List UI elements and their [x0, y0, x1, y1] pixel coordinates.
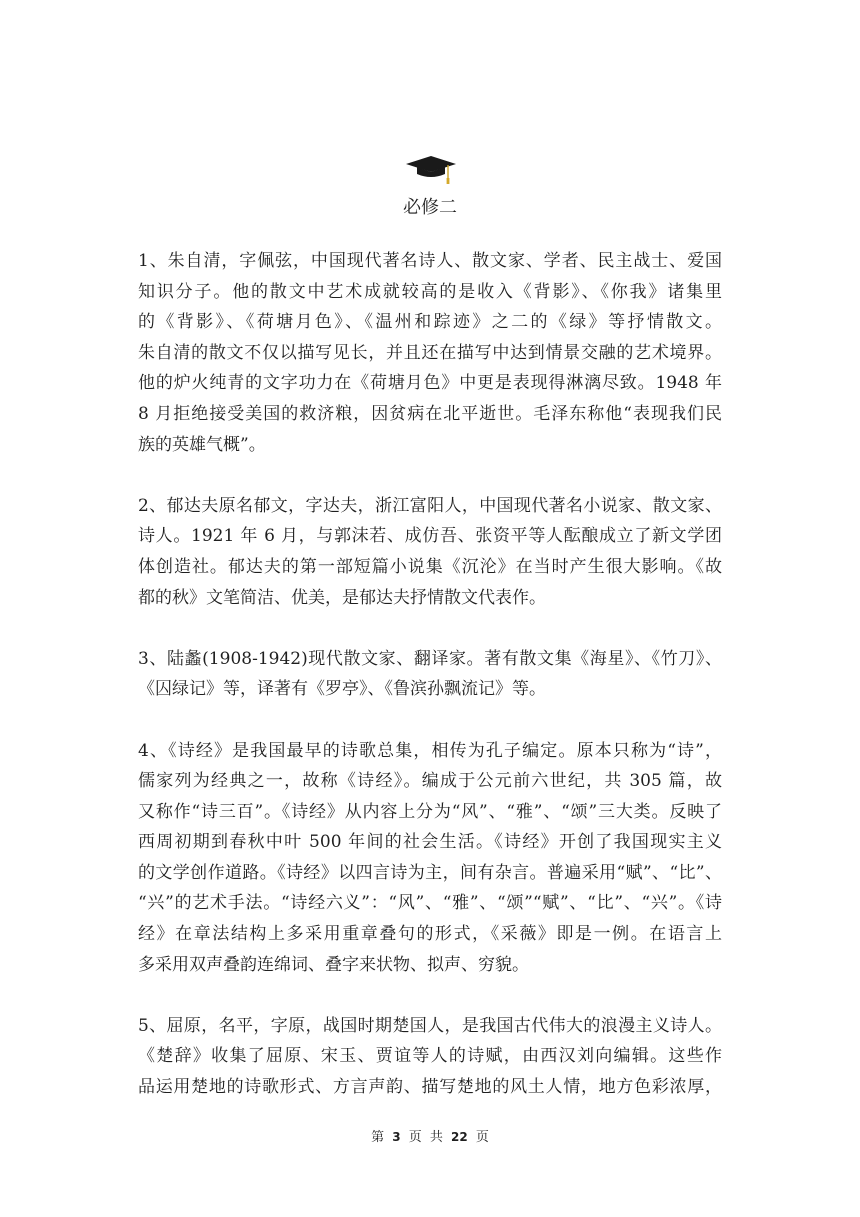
text-line: 的文学创作道路。《诗经》以四言诗为主，间有杂言。普遍采用“赋”、“比”、 [138, 862, 722, 883]
footer-prefix: 第 [371, 1130, 385, 1145]
text-line: 8 月拒绝接受美国的救济粮，因贫病在北平逝世。毛泽东称他“表现我们民 [138, 403, 722, 424]
text-line: 5、屈原，名平，字原，战国时期楚国人，是我国古代伟大的浪漫主义诗人。 [138, 1015, 722, 1036]
text-line: 西周初期到春秋中叶 500 年间的社会生活。《诗经》开创了我国现实主义 [138, 832, 722, 853]
text-line: 2、郁达夫原名郁文，字达夫，浙江富阳人，中国现代著名小说家、散文家、 [138, 495, 722, 516]
text-line: 的《背影》、《荷塘月色》、《温州和踪迹》之二的《绿》等抒情散文。 [138, 312, 722, 333]
paragraph-zhu-ziqing [138, 246, 722, 460]
paragraph-shijing [138, 736, 722, 981]
text-line: 朱自清的散文不仅以描写见长，并且还在描写中达到情景交融的艺术境界。 [138, 342, 722, 363]
paragraph-qu-yuan [138, 1011, 722, 1103]
total-page-count: 22 [451, 1130, 468, 1144]
footer-suffix: 页 [475, 1130, 489, 1145]
page-title: 必修二 [403, 197, 457, 218]
document-body [138, 246, 722, 1103]
text-line: 多采用双声叠韵连绵词、叠字来状物、拟声、穷貌。 [138, 954, 529, 975]
graduation-cap-icon [405, 155, 457, 187]
paragraph-lu-li [138, 644, 722, 705]
text-line: 族的英雄气概”。 [138, 434, 266, 455]
text-line: 知识分子。他的散文中艺术成就较高的是收入《背影》、《你我》诸集里 [138, 281, 722, 302]
paragraph-yu-dafu [138, 491, 722, 613]
text-line: 《楚辞》收集了屈原、宋玉、贾谊等人的诗赋，由西汉刘向编辑。这些作 [138, 1046, 722, 1067]
text-line: 3、陆蠡(1908-1942)现代散文家、翻译家。著有散文集《海星》、《竹刀》、 [138, 648, 722, 669]
text-line: 又称作“诗三百”。《诗经》从内容上分为“风”、“雅”、“颂”三大类。反映了 [138, 801, 722, 822]
text-line: 经》在章法结构上多采用重章叠句的形式，《采薇》即是一例。在语言上 [138, 924, 722, 945]
text-line: 《囚绿记》等，译著有《罗亭》、《鲁滨孙飘流记》等。 [138, 679, 546, 700]
current-page-number: 3 [392, 1130, 401, 1144]
footer-middle: 页 共 [408, 1130, 443, 1145]
text-line: 诗人。1921 年 6 月，与郭沫若、成仿吾、张资平等人酝酿成立了新文学团 [138, 526, 722, 547]
text-line: “兴”的艺术手法。“诗经六义”：“风”、“雅”、“颂”“赋”、“比”、“兴”。《诗 [138, 893, 722, 914]
page-footer [0, 1128, 860, 1147]
text-line: 儒家列为经典之一，故称《诗经》。编成于公元前六世纪，共 305 篇，故 [138, 771, 722, 792]
text-line: 1、朱自清，字佩弦，中国现代著名诗人、散文家、学者、民主战士、爱国 [138, 251, 722, 271]
text-line: 都的秋》文笔简洁、优美，是郁达夫抒情散文代表作。 [138, 587, 546, 608]
text-line: 体创造社。郁达夫的第一部短篇小说集《沉沦》在当时产生很大影响。《故 [138, 556, 722, 577]
text-line: 4、《诗经》是我国最早的诗歌总集，相传为孔子编定。原本只称为“诗”， [138, 740, 722, 761]
text-line: 他的炉火纯青的文字功力在《荷塘月色》中更是表现得淋漓尽致。1948 年 [138, 373, 722, 394]
text-line: 品运用楚地的诗歌形式、方言声韵、描写楚地的风土人情，地方色彩浓厚， [138, 1077, 722, 1098]
